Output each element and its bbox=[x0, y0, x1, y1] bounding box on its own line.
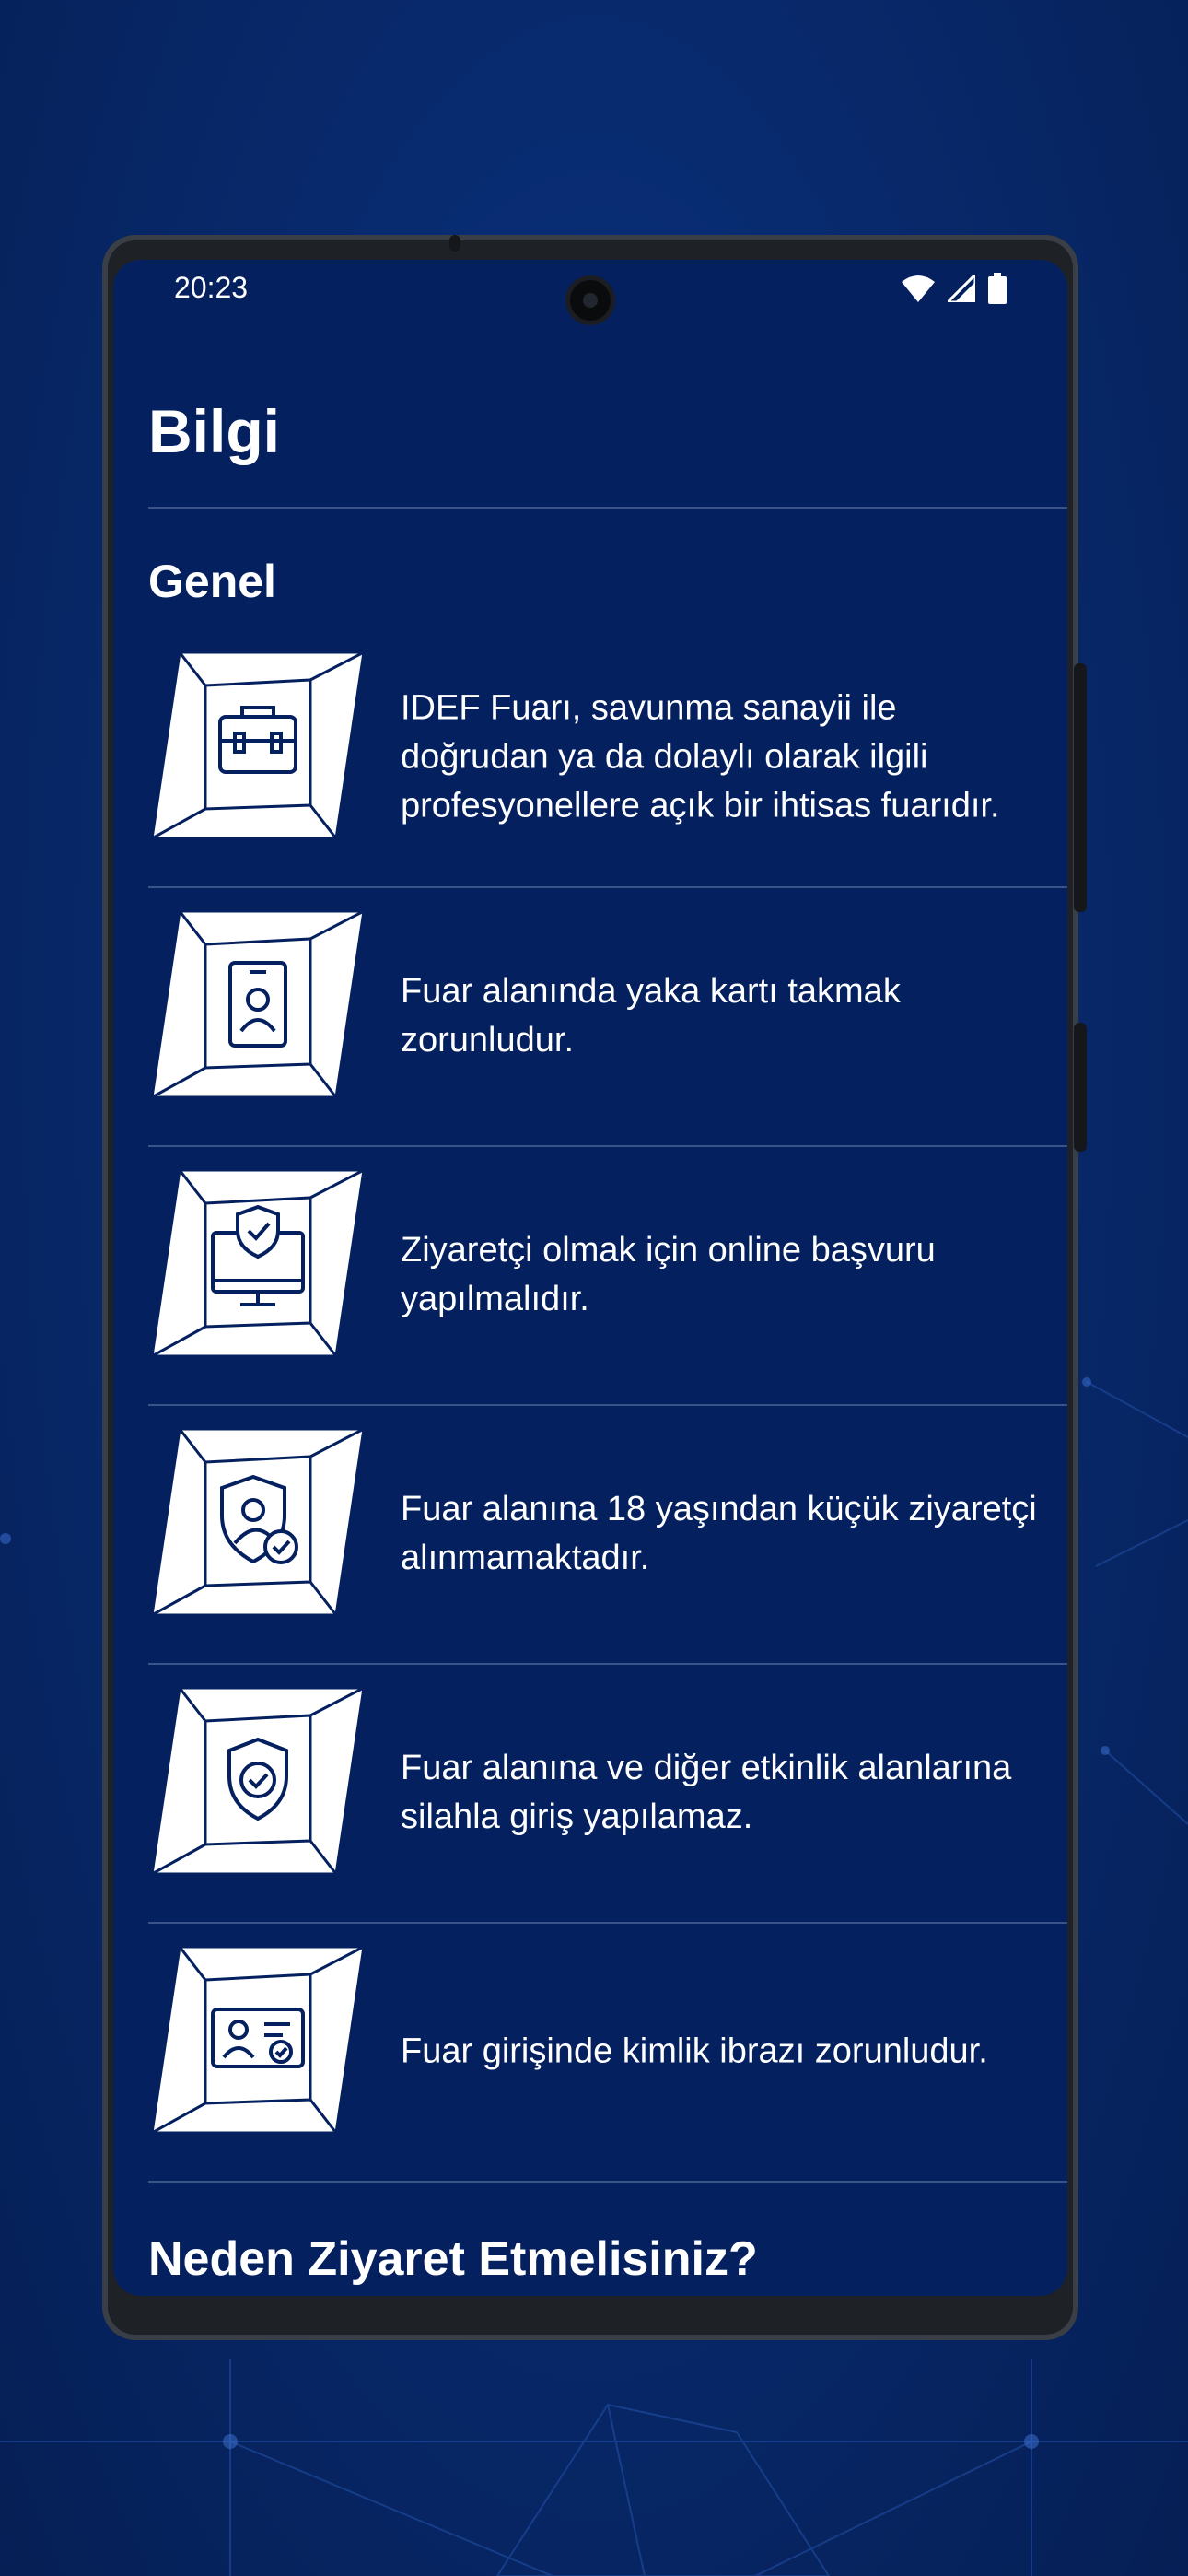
status-icons bbox=[902, 273, 1007, 304]
info-item bbox=[148, 1405, 1067, 1663]
person-shield-check-icon bbox=[152, 1429, 364, 1615]
front-camera bbox=[570, 280, 611, 321]
info-item-text: Fuar alanında yaka kartı takmak zorunludur. bbox=[401, 972, 901, 1060]
status-time: 20:23 bbox=[174, 271, 249, 304]
info-item-text: IDEF Fuarı, savunma sanayii ile doğrudan ya da dolaylı olarak ilgili profesyonellere açık bir ihtisas fuarıdır. bbox=[401, 688, 1000, 825]
info-item-text: Fuar alanına 18 yaşından küçük ziyaretçi alınmamaktadır. bbox=[401, 1490, 1037, 1577]
info-item-text: Fuar girişinde kimlik ibrazı zorunludur. bbox=[401, 2032, 988, 2071]
wifi-icon bbox=[902, 275, 935, 302]
info-item bbox=[148, 887, 1067, 1145]
phone-side-button-volume bbox=[1074, 1023, 1087, 1152]
id-card-check-icon bbox=[152, 1947, 364, 2133]
info-item bbox=[148, 628, 1067, 886]
info-item-text: Ziyaretçi olmak için online başvuru yapılmalıdır. bbox=[401, 1231, 936, 1318]
next-section-title: Neden Ziyaret Etmelisiniz? bbox=[148, 2232, 758, 2286]
title-divider bbox=[148, 507, 1067, 509]
battery-icon bbox=[988, 273, 1007, 304]
info-item bbox=[148, 1146, 1067, 1404]
phone-side-button-power bbox=[1074, 663, 1087, 912]
page-title: Bilgi bbox=[148, 397, 280, 465]
phone-top-notch bbox=[449, 235, 460, 252]
briefcase-icon bbox=[152, 652, 364, 838]
app-screen bbox=[113, 260, 1067, 2296]
shield-check-icon bbox=[152, 1688, 364, 1874]
section-title: Genel bbox=[148, 556, 276, 607]
item-divider bbox=[148, 2181, 1067, 2183]
cellular-signal-icon bbox=[948, 275, 975, 302]
id-badge-icon bbox=[152, 911, 364, 1097]
info-item-text: Fuar alanına ve diğer etkinlik alanlarına silahla giriş yapılamaz. bbox=[401, 1749, 1012, 1836]
computer-shield-icon bbox=[152, 1170, 364, 1356]
info-item bbox=[148, 1664, 1067, 1922]
info-item bbox=[148, 1923, 1067, 2181]
